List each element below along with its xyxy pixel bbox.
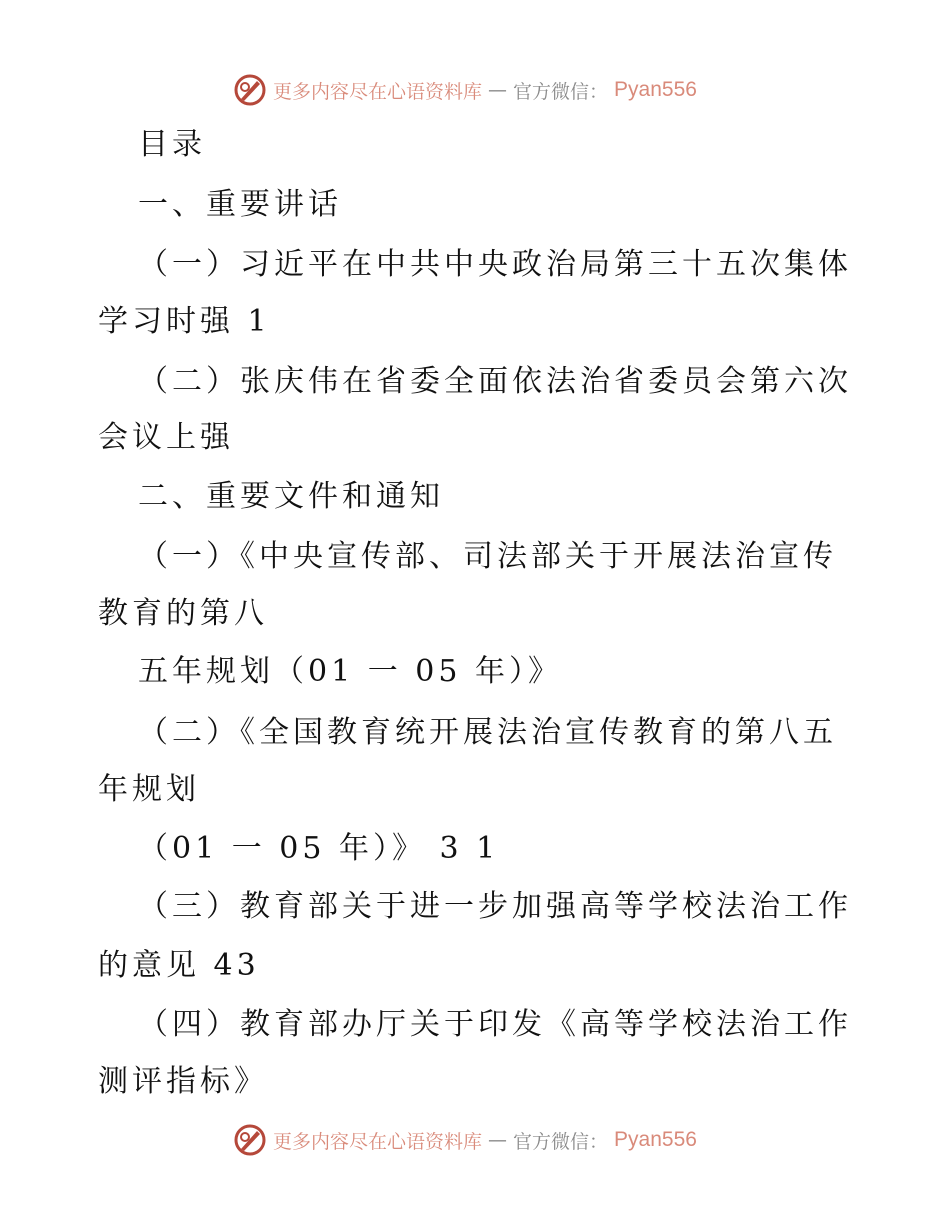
toc-entry-cont: 教育的第八 bbox=[98, 596, 268, 631]
toc-entry-cont: 测评指标》 bbox=[98, 1064, 268, 1099]
watermark-header bbox=[233, 70, 697, 110]
toc-entry: （三）教育部关于进一步加强高等学校法治工作 bbox=[138, 889, 852, 924]
toc-entry-cont: 会议上强 bbox=[98, 420, 234, 455]
toc-section-1: 一、重要讲话 bbox=[138, 187, 342, 222]
toc-entry: （二）《全国教育统开展法治宣传教育的第八五 bbox=[138, 715, 837, 750]
toc-entry: （一）习近平在中共中央政治局第三十五次集体 bbox=[138, 247, 852, 282]
watermark-site-text: 更多内容尽在心语资料库 bbox=[273, 1130, 483, 1153]
toc-entry-cont: 年规划 bbox=[98, 772, 200, 807]
pen-logo-icon bbox=[233, 1123, 267, 1157]
watermark-dash: — bbox=[488, 1129, 508, 1151]
toc-entry: （一）《中央宣传部、司法部关于开展法治宣传 bbox=[138, 539, 837, 574]
toc-entry-cont: 五年规划（01 一 05 年）》 bbox=[138, 654, 562, 689]
watermark-wechat-id: Pyan556 bbox=[614, 78, 697, 101]
watermark-site-text: 更多内容尽在心语资料库 bbox=[273, 80, 483, 103]
toc-heading: 目录 bbox=[138, 127, 206, 162]
watermark-wechat-label: 官方微信： bbox=[513, 80, 609, 103]
toc-entry-cont: 的意见 43 bbox=[98, 948, 260, 983]
toc-entry: （四）教育部办厅关于印发《高等学校法治工作 bbox=[138, 1007, 852, 1042]
toc-entry: （二）张庆伟在省委全面依法治省委员会第六次 bbox=[138, 364, 852, 399]
toc-entry-cont: （01 一 05 年）》 3 1 bbox=[138, 831, 500, 866]
toc-entry-cont: 学习时强 1 bbox=[98, 304, 271, 339]
watermark-dash: — bbox=[488, 79, 508, 101]
watermark-wechat-id: Pyan556 bbox=[614, 1128, 697, 1151]
watermark-wechat-label: 官方微信： bbox=[513, 1130, 609, 1153]
watermark-footer bbox=[233, 1120, 697, 1160]
toc-section-2: 二、重要文件和通知 bbox=[138, 479, 444, 514]
pen-logo-icon bbox=[233, 73, 267, 107]
